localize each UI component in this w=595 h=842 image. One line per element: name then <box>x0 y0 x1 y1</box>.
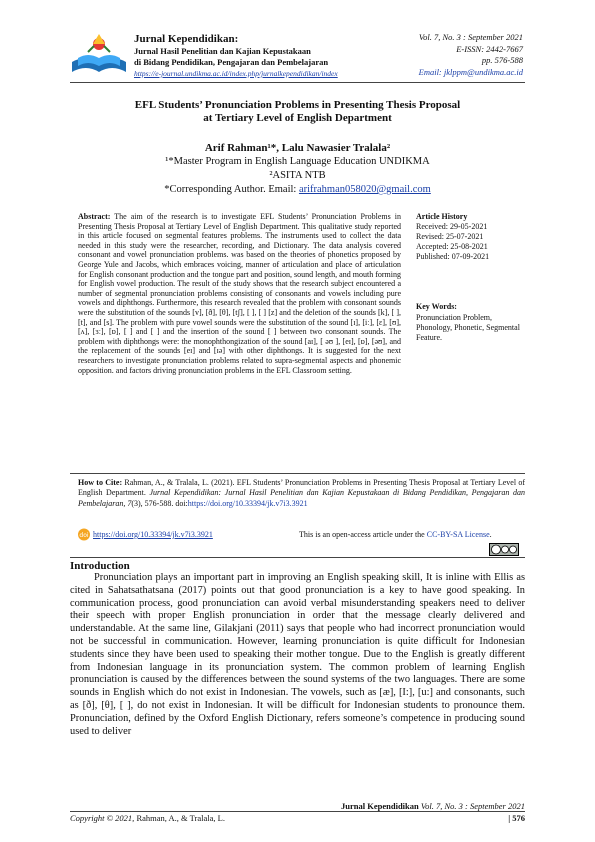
history-published: Published: 07-09-2021 <box>416 252 490 262</box>
introduction-paragraph: Pronunciation plays an important part in improving an English speaking skill, It is inline with Ellis as cited in Sahatsathatsana (2017) points out that good pronunciation is a key to have good speaking. In communication process, good pronunciation can avoid verbal misunderstanding speakers need to deliver their speech with proper English pronunciation in order that the message clearly delivered and understandable. At the same line, Gilakjani (2011) says that people who had incorrect pronunciation would not be successful in communication. However, learning pronunciation is quite difficult for Indonesian students since they have been used to speaking their mother tongue. Due to the English is greatly different from Indonesian language in its pronunciation system. The common problem of learning English pronunciation is caused by the differences between the sound systems of the two languages. There are some sounds in English which do not exist in Indonesian. The vowels, such as [æ], [I:], [u:] and consonants, such as [ð], [θ], [ ], do not exist in Indonesian. It will be difficult for Indonesian students to pronounce them. Pronunciation, defined by the Oxford English Dictionary, refers someone’s competence in producing sound used to deliver <box>70 572 525 737</box>
journal-url-link[interactable]: https://e-journal.undikma.ac.id/index.php/jurnalkependidikan/index <box>134 69 338 78</box>
keywords-text: Pronunciation Problem, Phonology, Phonetic, Segmental Feature. <box>416 312 520 342</box>
introduction-body <box>70 572 525 738</box>
history-accepted: Accepted: 25-08-2021 <box>416 242 488 252</box>
history-received: Received: 29-05-2021 <box>416 222 488 232</box>
keywords-heading: Key Words: <box>416 302 457 312</box>
cite-doi-link[interactable]: https://doi.org/10.33394/jk.v7i3.3921 <box>187 498 308 508</box>
footer-divider <box>70 811 525 812</box>
doi-icon <box>77 528 92 541</box>
volume-info: Vol. 7, No. 3 : September 2021 <box>418 32 523 42</box>
article-title: EFL Students’ Pronunciation Problems in Presenting Thesis Proposal at Tertiary Level of English Department <box>134 99 461 124</box>
journal-logo-icon <box>68 32 130 80</box>
footer-journal: Jurnal Kependidikan Vol. 7, No. 3 : September 2021 <box>341 801 525 811</box>
svg-text:doi: doi <box>79 532 89 539</box>
cc-by-sa-badge-icon <box>489 543 519 556</box>
journal-info <box>419 32 523 78</box>
article-sidebar <box>416 212 526 343</box>
affiliation-2: ²ASITA NTB <box>269 170 326 181</box>
cite-label: How to Cite: <box>78 478 123 487</box>
journal-name: Jurnal Kependidikan: <box>134 33 239 45</box>
abstract-divider <box>70 473 525 474</box>
article-authors: Arif Rahman¹*, Lalu Nawasier Tralala² <box>204 142 391 154</box>
journal-subtitle-2: di Bidang Pendidikan, Pengajaran dan Pembelajaran <box>134 57 329 67</box>
citation-divider <box>70 557 525 558</box>
corresponding-email-link[interactable]: arifrahman058020@gmail.com <box>298 184 431 195</box>
abstract-label: Abstract: <box>78 212 111 221</box>
pages-info: pp. 576-588 <box>481 55 523 65</box>
history-revised: Revised: 25-07-2021 <box>416 232 484 242</box>
how-to-cite: How to Cite: Rahman, A., & Tralala, L. (2021). EFL Students’ Pronunciation Problems in Presenting Thesis Proposal at Tertiary Level of English Department. Jurnal Kependidikan: Jurnal Hasil Penelitian dan Kajian Kepustakaan di Bidang Pendidikan, Pengajaran dan Pembelajaran, 7(3), 576-588. doi:https://doi.org/10.33394/jk.v7i3.3921 <box>78 478 526 508</box>
abstract <box>78 212 401 375</box>
introduction-heading: Introduction <box>70 560 130 572</box>
footer-copyright: Copyright © 2021, Rahman, A., & Tralala, L. <box>70 813 225 823</box>
affiliations <box>70 155 525 197</box>
license-link[interactable]: CC-BY-SA License <box>426 530 490 539</box>
corresponding-author: *Corresponding Author. Email: arifrahman058020@gmail.com <box>164 184 431 195</box>
page-number: | 576 <box>508 813 525 823</box>
journal-subtitle-1: Jurnal Hasil Penelitian dan Kajian Kepustakaan <box>134 46 311 56</box>
eissn-info: E-ISSN: 2442-7667 <box>456 43 523 54</box>
abstract-text: The aim of the research is to investigate EFL Students’ Pronunciation Problems in Presenting Thesis Proposal at Tertiary Level of English Department. This qualitative study reported in this article focused on segmental features problems. The instruments used to collect the data needed in this study were the researcher, recording, and Dictionary. The data analysis covered consonant and vowel pronunciation problems. was based on the theories of phonetics proposed by George Yule and Jacobs, which embraces voicing, manner of articulation and place of articulation for English consonant production and the tongue part and position, sound length, and mouth forming for English vowel production. The result of the study shows that the research subject encountered a number of segmental pronunciation problems consisting of consonants and vowels including pure vowels and diphthongs. Furthermore, this research revealed that the problem with consonant sounds were the substitution of the sounds [v], [ð], [θ], [tʃ], [ ], [ ] [z] and the deletion of the sounds [k], [ ], [t], and [s]. The problem with pure vowel sounds were the substitution of the sound [ɪ], [iː], [ɛ], [ʊ], [ʌ], [ɜː], [ɒ], [ ] and [ ] and the insertion of the sound [ ] between two consonant sounds. The problem with diphthongs were: the monophthongization of the sound [aɪ], [ əʊ ], [eɪ], [ɒ], [əʊ], and the replacement of the sounds [eɪ] and [ɪə] with other diphthongs. It is suggested for the next researchers to investigate pronunciation problems related to supra-segmental aspects and phonemic opposition. and factors driving pronunciation problems in the EFL Classroom setting. <box>78 212 401 375</box>
header-divider <box>70 82 525 83</box>
affiliation-1: ¹*Master Program in English Language Education UNDIKMA <box>165 156 430 167</box>
history-heading: Article History <box>416 212 468 221</box>
doi-link[interactable]: https://doi.org/10.33394/jk.v7i3.3921 <box>93 530 213 539</box>
journal-email-link[interactable]: Email: jklppm@undikma.ac.id <box>418 66 523 77</box>
license-statement: This is an open-access article under the CC-BY-SA License. <box>299 530 492 539</box>
